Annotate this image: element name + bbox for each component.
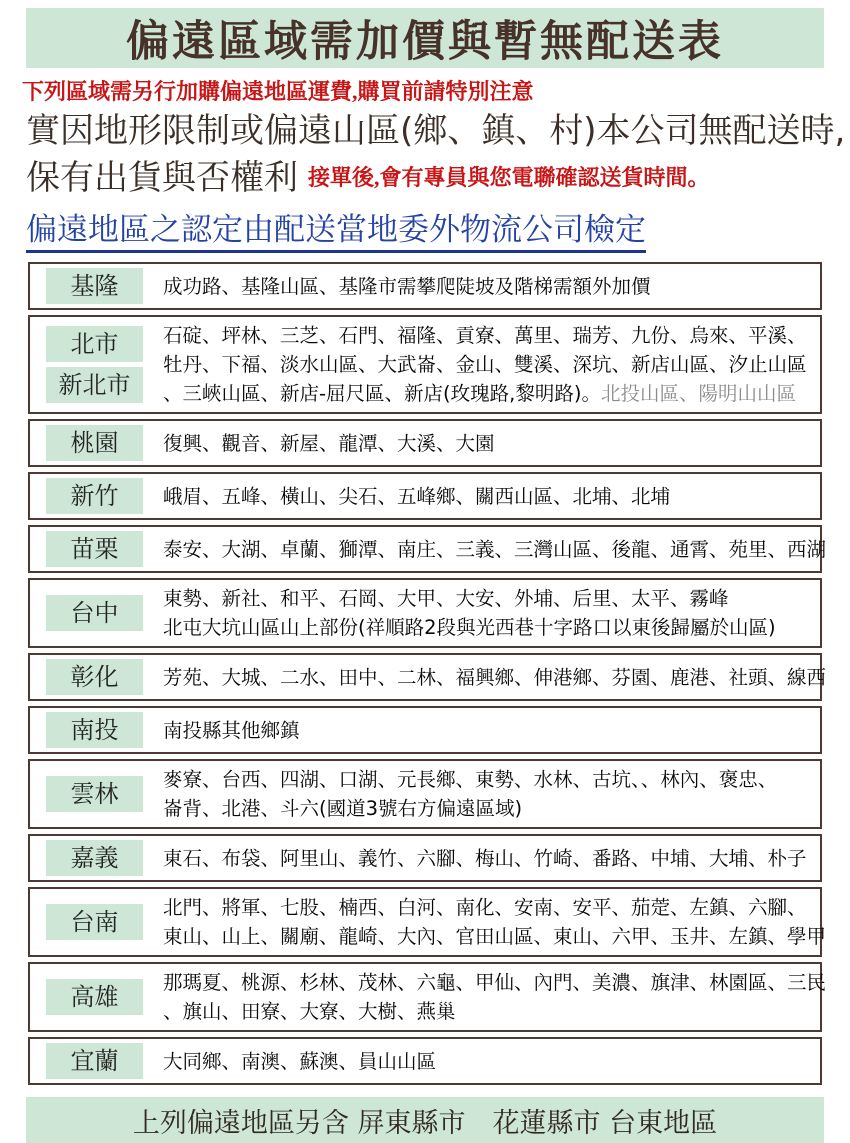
policy-statement-line2 (26, 155, 824, 201)
region-label: 台南 (46, 904, 143, 940)
region-labels (46, 979, 143, 1015)
table-row-tainan (28, 887, 827, 957)
region-label: 彰化 (46, 659, 143, 695)
region-areas (163, 584, 776, 642)
areas-line: 東山、山上、關廟、龍崎、大內、官田山區、東山、六甲、玉井、左鎮、學甲 (163, 925, 827, 948)
region-areas (163, 272, 651, 301)
areas-line: 芳苑、大城、二水、田中、二林、福興鄉、伸港鄉、芬園、鹿港、社頭、線西 (163, 665, 827, 689)
region-areas (163, 844, 807, 873)
table-row-chiayi (28, 834, 822, 882)
policy-statement-line1: 實因地形限制或偏遠山區(鄉、鎮、村)本公司無配送時, (26, 111, 846, 151)
table-row-nantou (28, 706, 822, 754)
areas-line: 復興、觀音、新屋、龍潭、大溪、大園 (163, 431, 495, 455)
region-label: 苗栗 (46, 531, 143, 567)
region-label: 新北市 (46, 367, 143, 403)
region-label: 北市 (46, 326, 143, 362)
region-label: 嘉義 (46, 840, 143, 876)
warning-text: 下列區域需另行加購偏遠地區運費,購買前請特別注意 (22, 79, 534, 104)
table-row-miaoli (28, 525, 827, 573)
region-labels (46, 326, 143, 403)
areas-line: 泰安、大湖、卓蘭、獅潭、南庄、三義、三灣山區、後龍、通霄、苑里、西湖 (163, 537, 827, 561)
region-labels (46, 478, 143, 514)
areas-line (163, 379, 807, 408)
areas-line: 成功路、基隆山區、基隆市需攀爬陡坡及階梯需額外加價 (163, 274, 651, 298)
region-labels (46, 776, 143, 812)
region-labels (46, 268, 143, 304)
areas-line: 北門、將軍、七股、楠西、白河、南化、安南、安平、茄萣、左鎮、六腳、 (163, 896, 807, 919)
areas-gray-suffix: 北投山區、陽明山山區 (600, 382, 796, 405)
areas-line: 那瑪夏、桃源、杉林、茂林、六龜、甲仙、內門、美濃、旗津、林園區、三民 (163, 971, 827, 994)
table-row-taipei (28, 315, 822, 414)
areas-line: 麥寮、台西、四湖、口湖、元長鄉、東勢、水林、古坑、、林內、褒忠、 (163, 768, 778, 791)
region-label: 南投 (46, 712, 143, 748)
region-areas (163, 321, 807, 408)
areas-line-part: 、三峽山區、新店-屈尺區、新店(玫瑰路,黎明路)。 (163, 382, 601, 405)
region-labels (46, 1043, 143, 1079)
table-row-changhua (28, 653, 827, 701)
areas-line: 、旗山、田寮、大寮、大樹、燕巢 (163, 1000, 456, 1023)
region-label: 高雄 (46, 979, 143, 1015)
region-labels (46, 712, 143, 748)
region-table (28, 262, 827, 1085)
region-labels (46, 531, 143, 567)
region-labels (46, 840, 143, 876)
page-title: 偏遠區域需加價與暫無配送表 (126, 16, 724, 67)
region-areas (163, 663, 826, 692)
areas-line: 牡丹、下福、淡水山區、大武崙、金山、雙溪、深坑、新店山區、汐止山區 (163, 353, 807, 376)
region-areas (163, 429, 495, 458)
footer-note: 上列偏遠地區另含 屏東縣市 花蓮縣市 台東地區 (132, 1107, 718, 1139)
table-row-keelung (28, 262, 822, 310)
region-label: 雲林 (46, 776, 143, 812)
title-banner (26, 8, 824, 68)
table-row-yunlin (28, 759, 822, 829)
region-labels (46, 659, 143, 695)
region-labels (46, 595, 143, 631)
region-areas (163, 1047, 436, 1076)
areas-line: 峨眉、五峰、橫山、尖石、五峰鄉、關西山區、北埔、北埔 (163, 484, 671, 508)
table-row-hsinchu (28, 472, 822, 520)
areas-line: 大同鄉、南澳、蘇澳、員山山區 (163, 1049, 437, 1073)
areas-line: 東石、布袋、阿里山、義竹、六腳、梅山、竹崎、番路、中埔、大埔、朴子 (163, 846, 807, 870)
logistics-note: 偏遠地區之認定由配送當地委外物流公司檢定 (26, 204, 646, 253)
region-areas (163, 765, 777, 823)
region-label: 基隆 (46, 268, 143, 304)
areas-line: 東勢、新社、和平、石岡、大甲、大安、外埔、后里、太平、霧峰 (163, 587, 729, 610)
region-label: 新竹 (46, 478, 143, 514)
table-row-kaohsiung (28, 962, 827, 1032)
region-labels (46, 425, 143, 461)
table-row-yilan (28, 1037, 822, 1085)
region-areas (163, 968, 826, 1026)
table-row-taoyuan (28, 419, 822, 467)
areas-line: 崙背、北港、斗六(國道3號右方偏遠區域) (163, 797, 523, 820)
areas-line: 北屯大坑山區山上部份(祥順路2段與光西巷十字路口以東後歸屬於山區) (163, 616, 776, 639)
policy-red-note: 接單後,會有專員與您電聯確認送貨時間。 (308, 165, 710, 190)
region-label: 台中 (46, 595, 143, 631)
region-areas (163, 482, 670, 511)
region-areas (163, 716, 300, 745)
policy-statement-bold: 保有出貨與否權利 (26, 158, 298, 198)
table-row-taichung (28, 578, 822, 648)
areas-line: 南投縣其他鄉鎮 (163, 718, 300, 742)
region-labels (46, 904, 143, 940)
footer-banner (26, 1097, 824, 1143)
blue-note-wrap (26, 204, 824, 253)
region-label: 桃園 (46, 425, 143, 461)
region-areas (163, 535, 826, 564)
areas-line: 石碇、坪林、三芝、石門、福隆、貢寮、萬里、瑞芳、九份、烏來、平溪、 (163, 324, 807, 347)
region-areas (163, 893, 826, 951)
region-label: 宜蘭 (46, 1043, 143, 1079)
